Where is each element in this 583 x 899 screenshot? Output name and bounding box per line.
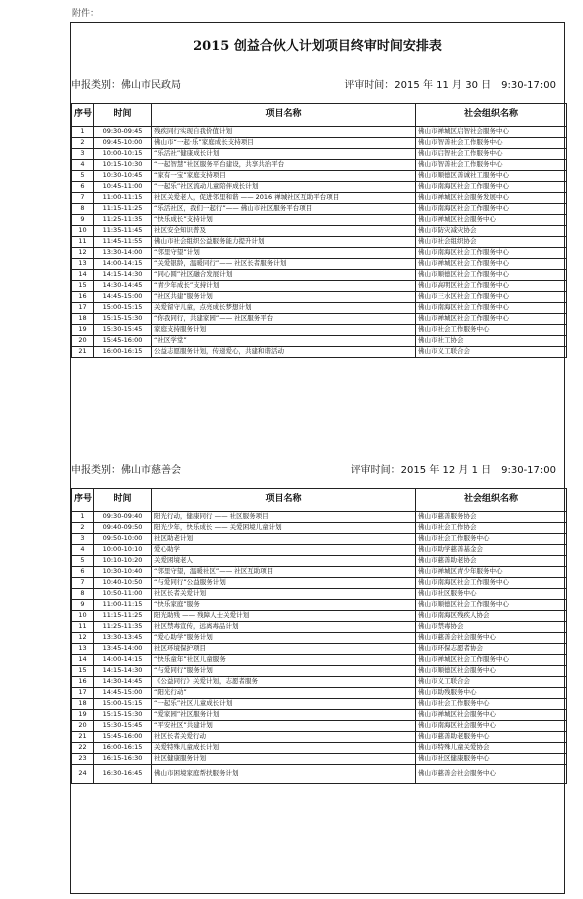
cell-no: 12 — [72, 248, 94, 259]
cell-org: 佛山市社区健康服务中心 — [416, 754, 567, 765]
cell-org: 佛山市慈善服务协会 — [416, 512, 567, 523]
cell-no: 13 — [72, 644, 94, 655]
table-row — [72, 325, 567, 336]
cell-org: 佛山市环保志愿者协会 — [416, 644, 567, 655]
cell-no: 8 — [72, 589, 94, 600]
cell-org: 佛山市社会工作服务中心 — [416, 699, 567, 710]
cell-time: 15:30-15:45 — [94, 721, 152, 732]
schedule-table-2 — [71, 488, 567, 784]
cell-time: 11:15-11:25 — [94, 204, 152, 215]
cell-project: “乐活社区，我们一起行”—— 佛山市社区服务平台项目 — [152, 204, 416, 215]
cell-no: 15 — [72, 666, 94, 677]
table-header-row — [72, 489, 567, 512]
cell-no: 8 — [72, 204, 94, 215]
table-body-1 — [72, 127, 567, 358]
table-row — [72, 699, 567, 710]
cell-no: 9 — [72, 215, 94, 226]
table-row — [72, 512, 567, 523]
cell-no: 4 — [72, 160, 94, 171]
table-row — [72, 754, 567, 765]
cell-no: 16 — [72, 292, 94, 303]
table-row — [72, 611, 567, 622]
cell-project: “同心圆”社区融合发展计划 — [152, 270, 416, 281]
table-row — [72, 578, 567, 589]
cell-time: 14:30-14:45 — [94, 281, 152, 292]
section-category: 申报类别：佛山市民政局 — [71, 80, 181, 91]
cell-time: 15:15-15:30 — [94, 314, 152, 325]
cell-no: 19 — [72, 710, 94, 721]
cell-project: 阳光少年，快乐成长 —— 关爱困境儿童计划 — [152, 523, 416, 534]
cell-no: 10 — [72, 226, 94, 237]
cell-org: 佛山市慈善会社会服务中心 — [416, 633, 567, 644]
cell-project: “与爱同行”服务计划 — [152, 666, 416, 677]
cell-org: 佛山市高明区社会工作服务中心 — [416, 281, 567, 292]
cell-org: 佛山市顺德区社会工作服务中心 — [416, 600, 567, 611]
cell-time: 09:45-10:00 — [94, 138, 152, 149]
cell-time: 11:35-11:45 — [94, 226, 152, 237]
cell-org: 佛山市慈善会社会服务中心 — [416, 765, 567, 784]
cell-project: 佛山市困境家庭帮扶服务计划 — [152, 765, 416, 784]
cell-time: 09:40-09:50 — [94, 523, 152, 534]
cell-org: 佛山市禅城区青少年服务中心 — [416, 567, 567, 578]
col-org: 社会组织名称 — [416, 104, 567, 127]
table-row — [72, 677, 567, 688]
cell-no: 7 — [72, 193, 94, 204]
cell-org: 佛山市禅城区社会服务中心 — [416, 710, 567, 721]
cell-org: 佛山市顺德区善诚社工服务中心 — [416, 171, 567, 182]
cell-org: 佛山市义工联合会 — [416, 347, 567, 358]
cell-org: 佛山市禁毒协会 — [416, 622, 567, 633]
table-row — [72, 600, 567, 611]
cell-time: 09:30-09:45 — [94, 127, 152, 138]
section-review-time: 评审时间：2015 年 12 月 1 日 9:30-17:00 — [350, 465, 556, 476]
table-row — [72, 270, 567, 281]
table-row — [72, 303, 567, 314]
cell-time: 09:50-10:00 — [94, 534, 152, 545]
cell-no: 2 — [72, 138, 94, 149]
table-row — [72, 556, 567, 567]
cell-time: 16:15-16:30 — [94, 754, 152, 765]
schedule-document — [70, 22, 565, 894]
cell-no: 3 — [72, 149, 94, 160]
cell-org: 佛山市慈善助老协会 — [416, 556, 567, 567]
cell-no: 5 — [72, 171, 94, 182]
table-row — [72, 765, 567, 784]
cell-no: 16 — [72, 677, 94, 688]
table-row — [72, 292, 567, 303]
cell-org: 佛山市社会工作服务中心 — [416, 325, 567, 336]
cell-no: 22 — [72, 743, 94, 754]
cell-org: 佛山市顺德区社会服务中心 — [416, 666, 567, 677]
cell-project: 关爱特殊儿童成长计划 — [152, 743, 416, 754]
cell-project: “一起智慧”社区服务平台建设，共享共治平台 — [152, 160, 416, 171]
cell-org: 佛山市南海区社会工作服务中心 — [416, 578, 567, 589]
cell-no: 14 — [72, 270, 94, 281]
table-row — [72, 721, 567, 732]
cell-no: 11 — [72, 622, 94, 633]
cell-project: “青少年成长”支持计划 — [152, 281, 416, 292]
cell-org: 佛山市南海区社会工作服务中心 — [416, 303, 567, 314]
cell-time: 13:30-14:00 — [94, 248, 152, 259]
table-row — [72, 127, 567, 138]
cell-no: 9 — [72, 600, 94, 611]
cell-project: “平安社区”共建计划 — [152, 721, 416, 732]
cell-project: “快乐家庭”服务 — [152, 600, 416, 611]
cell-org: 佛山市三水区社会工作服务中心 — [416, 292, 567, 303]
cell-org: 佛山市启智社会工作服务中心 — [416, 149, 567, 160]
cell-project: 爱心助学 — [152, 545, 416, 556]
table-row — [72, 589, 567, 600]
cell-project: “爱心助学”服务计划 — [152, 633, 416, 644]
cell-org: 佛山市禅城区社会工作服务中心 — [416, 259, 567, 270]
cell-time: 13:45-14:00 — [94, 644, 152, 655]
cell-project: 社区安全知识普及 — [152, 226, 416, 237]
cell-no: 23 — [72, 754, 94, 765]
cell-org: 佛山市社工协会 — [416, 336, 567, 347]
cell-project: 社区关爱老人，促进邻里和谐 —— 2016 禅城社区互助平台项目 — [152, 193, 416, 204]
cell-no: 4 — [72, 545, 94, 556]
cell-project: 关爱留守儿童，点亮成长梦想计划 — [152, 303, 416, 314]
cell-time: 16:30-16:45 — [94, 765, 152, 784]
table-row — [72, 666, 567, 677]
cell-time: 11:25-11:35 — [94, 215, 152, 226]
table-row — [72, 534, 567, 545]
cell-time: 10:15-10:30 — [94, 160, 152, 171]
section-category: 申报类别：佛山市慈善会 — [71, 465, 181, 476]
schedule-table-1 — [71, 103, 567, 358]
cell-org: 佛山市慈善助老服务中心 — [416, 732, 567, 743]
cell-no: 2 — [72, 523, 94, 534]
cell-time: 16:00-16:15 — [94, 347, 152, 358]
cell-project: “家有一宝”家庭支持项目 — [152, 171, 416, 182]
document-title: 2015 创益合伙人计划项目终审时间安排表 — [193, 39, 442, 54]
cell-org: 佛山市义工联合会 — [416, 677, 567, 688]
table-row — [72, 655, 567, 666]
cell-time: 14:15-14:30 — [94, 270, 152, 281]
cell-project: “你我同行，共建家园”—— 社区服务平台 — [152, 314, 416, 325]
col-project: 项目名称 — [152, 104, 416, 127]
cell-project: “邻里守望，温暖社区”—— 社区互助项目 — [152, 567, 416, 578]
cell-project: “阳光行动” — [152, 688, 416, 699]
table-row — [72, 732, 567, 743]
cell-no: 20 — [72, 721, 94, 732]
cell-project: “快乐童年”社区儿童服务 — [152, 655, 416, 666]
cell-project: 社区环境保护项目 — [152, 644, 416, 655]
cell-org: 佛山市禅城区社会工作服务中心 — [416, 314, 567, 325]
cell-org: 佛山市智善社会工作服务中心 — [416, 138, 567, 149]
cell-time: 11:45-11:55 — [94, 237, 152, 248]
col-org: 社会组织名称 — [416, 489, 567, 512]
cell-time: 10:50-11:00 — [94, 589, 152, 600]
cell-project: 佛山市“一起·乐”家庭成长支持项目 — [152, 138, 416, 149]
table-row — [72, 688, 567, 699]
cell-no: 3 — [72, 534, 94, 545]
cell-time: 10:45-11:00 — [94, 182, 152, 193]
cell-org: 佛山市南海区社会工作服务中心 — [416, 248, 567, 259]
table-header-row — [72, 104, 567, 127]
cell-project: 社区助老计划 — [152, 534, 416, 545]
cell-no: 14 — [72, 655, 94, 666]
cell-time: 14:00-14:15 — [94, 655, 152, 666]
cell-project: “社区共建”服务计划 — [152, 292, 416, 303]
cell-time: 11:00-11:15 — [94, 193, 152, 204]
cell-org: 佛山市禅城区社会服务中心 — [416, 215, 567, 226]
table-row — [72, 567, 567, 578]
cell-project: “乐活社”健康成长计划 — [152, 149, 416, 160]
cell-project: 社区长者关爱计划 — [152, 589, 416, 600]
col-time: 时间 — [94, 489, 152, 512]
cell-org: 佛山市南海区社会工作服务中心 — [416, 182, 567, 193]
cell-time: 14:45-15:00 — [94, 688, 152, 699]
cell-no: 18 — [72, 314, 94, 325]
cell-time: 14:15-14:30 — [94, 666, 152, 677]
cell-no: 19 — [72, 325, 94, 336]
table-row — [72, 281, 567, 292]
cell-org: 佛山市防灾减灾协会 — [416, 226, 567, 237]
cell-project: 佛山市社会组织公益服务能力提升计划 — [152, 237, 416, 248]
cell-time: 16:00-16:15 — [94, 743, 152, 754]
col-no: 序号 — [72, 104, 94, 127]
cell-project: 关爱困境老人 — [152, 556, 416, 567]
cell-no: 21 — [72, 732, 94, 743]
table-row — [72, 633, 567, 644]
cell-time: 15:45-16:00 — [94, 732, 152, 743]
section-header-2 — [71, 460, 564, 476]
cell-org: 佛山市社会工作协会 — [416, 523, 567, 534]
cell-no: 20 — [72, 336, 94, 347]
table-row — [72, 347, 567, 358]
cell-org: 佛山市南海区社会服务中心 — [416, 721, 567, 732]
table-row — [72, 314, 567, 325]
cell-org: 佛山市特殊儿童关爱协会 — [416, 743, 567, 754]
cell-project: 社区长者关爱行动 — [152, 732, 416, 743]
cell-no: 18 — [72, 699, 94, 710]
table-row — [72, 215, 567, 226]
cell-project: “与爱同行”公益服务计划 — [152, 578, 416, 589]
table-row — [72, 710, 567, 721]
cell-org: 佛山市南海区残疾人协会 — [416, 611, 567, 622]
cell-time: 09:30-09:40 — [94, 512, 152, 523]
section-header-1 — [71, 75, 564, 91]
cell-project: “爱家园”社区服务计划 — [152, 710, 416, 721]
cell-project: 《公益同行》关爱计划，志愿者服务 — [152, 677, 416, 688]
cell-time: 14:00-14:15 — [94, 259, 152, 270]
cell-no: 24 — [72, 765, 94, 784]
cell-org: 佛山市禅城区社会工作服务中心 — [416, 655, 567, 666]
table-row — [72, 644, 567, 655]
cell-time: 15:15-15:30 — [94, 710, 152, 721]
cell-time: 11:25-11:35 — [94, 622, 152, 633]
section-review-time: 评审时间：2015 年 11 月 30 日 9:30-17:00 — [344, 80, 556, 91]
table-row — [72, 226, 567, 237]
cell-project: “社区学堂” — [152, 336, 416, 347]
cell-no: 1 — [72, 512, 94, 523]
cell-time: 14:30-14:45 — [94, 677, 152, 688]
table-row — [72, 259, 567, 270]
cell-time: 13:30-13:45 — [94, 633, 152, 644]
cell-no: 17 — [72, 303, 94, 314]
cell-no: 15 — [72, 281, 94, 292]
table-row — [72, 182, 567, 193]
cell-org: 佛山市智善社会工作服务中心 — [416, 160, 567, 171]
cell-project: “快乐成长”支持计划 — [152, 215, 416, 226]
cell-time: 10:00-10:15 — [94, 149, 152, 160]
table-row — [72, 160, 567, 171]
cell-no: 10 — [72, 611, 94, 622]
table-row — [72, 193, 567, 204]
cell-no: 6 — [72, 182, 94, 193]
col-no: 序号 — [72, 489, 94, 512]
cell-no: 17 — [72, 688, 94, 699]
cell-time: 10:30-10:45 — [94, 171, 152, 182]
cell-project: 公益志愿服务计划，传递爱心，共建和谐活动 — [152, 347, 416, 358]
cell-org: 佛山市顺德区社会工作服务中心 — [416, 270, 567, 281]
cell-time: 10:10-10:20 — [94, 556, 152, 567]
table-row — [72, 248, 567, 259]
cell-no: 11 — [72, 237, 94, 248]
cell-time: 15:45-16:00 — [94, 336, 152, 347]
cell-time: 11:15-11:25 — [94, 611, 152, 622]
cell-time: 15:00-15:15 — [94, 699, 152, 710]
cell-time: 15:30-15:45 — [94, 325, 152, 336]
cell-org: 佛山市助残服务中心 — [416, 688, 567, 699]
cell-time: 10:40-10:50 — [94, 578, 152, 589]
cell-project: 残疾同行实现自我价值计划 — [152, 127, 416, 138]
cell-org: 佛山市社区服务中心 — [416, 589, 567, 600]
attachment-label: 附件： — [72, 9, 100, 19]
cell-org: 佛山市社会组织协会 — [416, 237, 567, 248]
cell-org: 佛山市禅城区社会服务发展中心 — [416, 193, 567, 204]
cell-project: 阳光助残 —— 残障人士关爱计划 — [152, 611, 416, 622]
col-project: 项目名称 — [152, 489, 416, 512]
table-row — [72, 523, 567, 534]
table-row — [72, 138, 567, 149]
cell-project: 社区禁毒宣传，远离毒品计划 — [152, 622, 416, 633]
cell-no: 5 — [72, 556, 94, 567]
table-row — [72, 204, 567, 215]
cell-no: 6 — [72, 567, 94, 578]
cell-time: 15:00-15:15 — [94, 303, 152, 314]
cell-project: 社区健康服务计划 — [152, 754, 416, 765]
cell-no: 21 — [72, 347, 94, 358]
cell-no: 12 — [72, 633, 94, 644]
cell-project: 阳光行动，健康同行 —— 社区服务项目 — [152, 512, 416, 523]
table-row — [72, 622, 567, 633]
table-row — [72, 743, 567, 754]
cell-project: “一起乐”社区流动儿童陪伴成长计划 — [152, 182, 416, 193]
col-time: 时间 — [94, 104, 152, 127]
cell-org: 佛山市助学慈善基金会 — [416, 545, 567, 556]
cell-project: “关爱银龄，温暖同行”—— 社区长者服务计划 — [152, 259, 416, 270]
cell-project: “邻里守望”计划 — [152, 248, 416, 259]
cell-time: 10:30-10:40 — [94, 567, 152, 578]
cell-time: 10:00-10:10 — [94, 545, 152, 556]
cell-project: 家庭支持服务计划 — [152, 325, 416, 336]
cell-no: 7 — [72, 578, 94, 589]
cell-org: 佛山市社会工作服务中心 — [416, 534, 567, 545]
cell-time: 14:45-15:00 — [94, 292, 152, 303]
cell-no: 1 — [72, 127, 94, 138]
cell-no: 13 — [72, 259, 94, 270]
cell-project: “一起乐”社区儿童成长计划 — [152, 699, 416, 710]
table-row — [72, 237, 567, 248]
table-row — [72, 336, 567, 347]
cell-org: 佛山市禅城区启智社会服务中心 — [416, 127, 567, 138]
table-row — [72, 171, 567, 182]
table-row — [72, 149, 567, 160]
table-row — [72, 545, 567, 556]
cell-org: 佛山市南海区社会工作服务中心 — [416, 204, 567, 215]
cell-time: 11:00-11:15 — [94, 600, 152, 611]
table-body-2 — [72, 512, 567, 784]
